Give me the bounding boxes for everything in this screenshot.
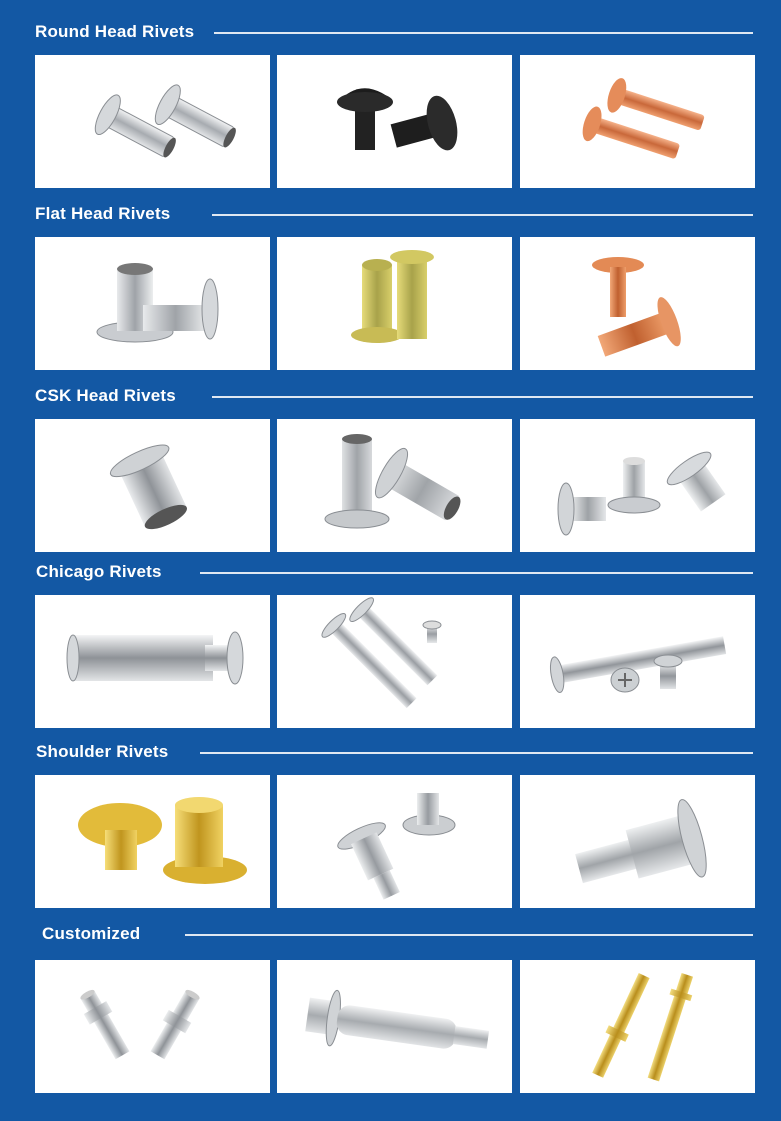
custom-stepped-pins-image [35, 960, 270, 1093]
section-round-head-rivets [0, 18, 781, 48]
section-divider [212, 214, 753, 216]
chicago-rivet-assembled-image [35, 595, 270, 728]
copper-round-head-rivets-image [520, 55, 755, 188]
section-divider [185, 934, 753, 936]
steel-shoulder-rivets-image [277, 775, 512, 908]
section-divider [200, 572, 753, 574]
section-title: Flat Head Rivets [35, 204, 171, 223]
custom-brass-pins-image [520, 960, 755, 1093]
custom-stepped-shaft-image [277, 960, 512, 1093]
chicago-screw-rivets-image [520, 595, 755, 728]
steel-round-head-rivets-image [35, 55, 270, 188]
copper-flat-head-rivets-image [520, 237, 755, 370]
yellow-zinc-flat-head-rivets-image [277, 237, 512, 370]
large-shoulder-rivet-image [520, 775, 755, 908]
steel-csk-head-rivet-image [35, 419, 270, 552]
aluminum-csk-head-rivets-image [277, 419, 512, 552]
section-title: Customized [42, 924, 141, 943]
section-title: CSK Head Rivets [35, 386, 176, 405]
steel-flat-head-rivets-image [35, 237, 270, 370]
section-flat-head-rivets [0, 200, 781, 230]
brass-shoulder-rivets-image [35, 775, 270, 908]
section-customized [0, 920, 781, 950]
section-chicago-rivets [0, 558, 781, 588]
chicago-rivet-parts-image [277, 595, 512, 728]
section-divider [200, 752, 753, 754]
section-divider [212, 396, 753, 398]
steel-csk-head-rivets-set-image [520, 419, 755, 552]
section-title: Round Head Rivets [35, 22, 195, 41]
section-divider [214, 32, 753, 34]
section-title: Chicago Rivets [36, 562, 162, 581]
section-csk-head-rivets [0, 382, 781, 412]
section-shoulder-rivets [0, 738, 781, 768]
section-title: Shoulder Rivets [36, 742, 169, 761]
black-round-head-rivets-image [277, 55, 512, 188]
